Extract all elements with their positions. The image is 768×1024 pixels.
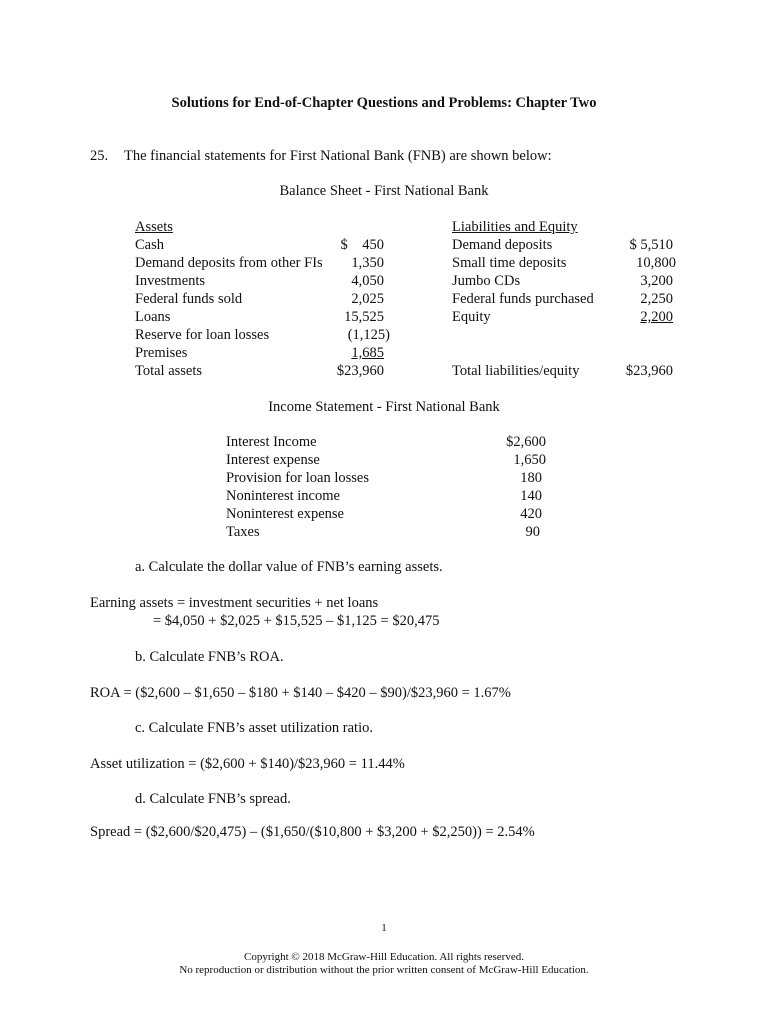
liability-value: $ 5,510 xyxy=(629,237,673,253)
question-d: d. Calculate FNB’s spread. xyxy=(135,791,291,807)
answer-a-line2: = $4,050 + $2,025 + $15,525 – $1,125 = $20,475 xyxy=(153,613,440,629)
liability-label: Federal funds purchased xyxy=(452,291,594,307)
page-title: Solutions for End-of-Chapter Questions and Problems: Chapter Two xyxy=(171,95,597,111)
income-value: 420 xyxy=(520,506,542,522)
reproduction-notice: No reproduction or distribution without the prior written consent of McGraw-Hill Education. xyxy=(179,964,589,976)
copyright-line: Copyright © 2018 McGraw-Hill Education. All rights reserved. xyxy=(244,951,524,963)
asset-value: 2,025 xyxy=(351,291,384,307)
asset-label-total: Total assets xyxy=(135,363,203,379)
asset-label: Investments xyxy=(135,273,206,289)
problem-text: The financial statements for First National Bank (FNB) are shown below: xyxy=(124,148,552,164)
asset-value: (1,125) xyxy=(347,327,390,343)
income-label: Noninterest income xyxy=(226,488,340,504)
answer-d: Spread = ($2,600/$20,475) – ($1,650/($10,800 + $3,200 + $2,250)) = 2.54% xyxy=(90,824,535,840)
asset-label: Demand deposits from other FIs xyxy=(135,255,323,271)
income-value: $2,600 xyxy=(506,434,546,450)
liability-label: Small time deposits xyxy=(452,255,567,271)
income-statement-title: Income Statement - First National Bank xyxy=(268,399,500,415)
liability-value: 3,200 xyxy=(640,273,673,289)
question-c: c. Calculate FNB’s asset utilization ratio. xyxy=(135,720,373,736)
question-a: a. Calculate the dollar value of FNB’s earning assets. xyxy=(135,559,443,575)
income-label: Noninterest expense xyxy=(226,506,344,522)
page-number: 1 xyxy=(381,922,387,934)
answer-c: Asset utilization = ($2,600 + $140)/$23,960 = 11.44% xyxy=(90,756,405,772)
asset-value: 15,525 xyxy=(344,309,384,325)
liability-label: Jumbo CDs xyxy=(452,273,521,289)
balance-sheet-title: Balance Sheet - First National Bank xyxy=(279,183,489,199)
answer-b: ROA = ($2,600 – $1,650 – $180 + $140 – $420 – $90)/$23,960 = 1.67% xyxy=(90,685,511,701)
income-label: Interest expense xyxy=(226,452,320,468)
asset-label: Premises xyxy=(135,345,188,361)
income-value: 1,650 xyxy=(513,452,546,468)
asset-label: Loans xyxy=(135,309,171,325)
question-b: b. Calculate FNB’s ROA. xyxy=(135,649,284,665)
liability-label: Equity xyxy=(452,309,491,325)
income-label: Interest Income xyxy=(226,434,317,450)
asset-value: $ 450 xyxy=(340,237,384,253)
liability-label-total: Total liabilities/equity xyxy=(452,363,580,379)
asset-label: Cash xyxy=(135,237,164,253)
equity-value: 2,200 xyxy=(640,309,673,325)
asset-label: Reserve for loan losses xyxy=(135,327,270,343)
liability-label: Demand deposits xyxy=(452,237,553,253)
assets-header: Assets xyxy=(135,219,173,235)
liability-value: 2,250 xyxy=(640,291,673,307)
asset-value-premises xyxy=(300,344,384,362)
total-assets-value: $23,960 xyxy=(336,363,384,379)
premises-value: 1,685 xyxy=(351,345,384,361)
answer-a-line1: Earning assets = investment securities + net loans xyxy=(90,595,379,611)
total-liabilities-value: $23,960 xyxy=(625,363,673,379)
problem-number: 25. xyxy=(90,148,109,164)
income-value: 180 xyxy=(520,470,542,486)
liabilities-header: Liabilities and Equity xyxy=(452,219,578,235)
income-label: Taxes xyxy=(226,524,260,540)
equity-value-wrap xyxy=(590,308,673,326)
income-label: Provision for loan losses xyxy=(226,470,369,486)
income-value: 90 xyxy=(525,524,540,540)
liability-value: 10,800 xyxy=(636,255,676,271)
asset-value: 4,050 xyxy=(351,273,384,289)
asset-label: Federal funds sold xyxy=(135,291,243,307)
asset-value: 1,350 xyxy=(351,255,384,271)
income-value: 140 xyxy=(520,488,542,504)
